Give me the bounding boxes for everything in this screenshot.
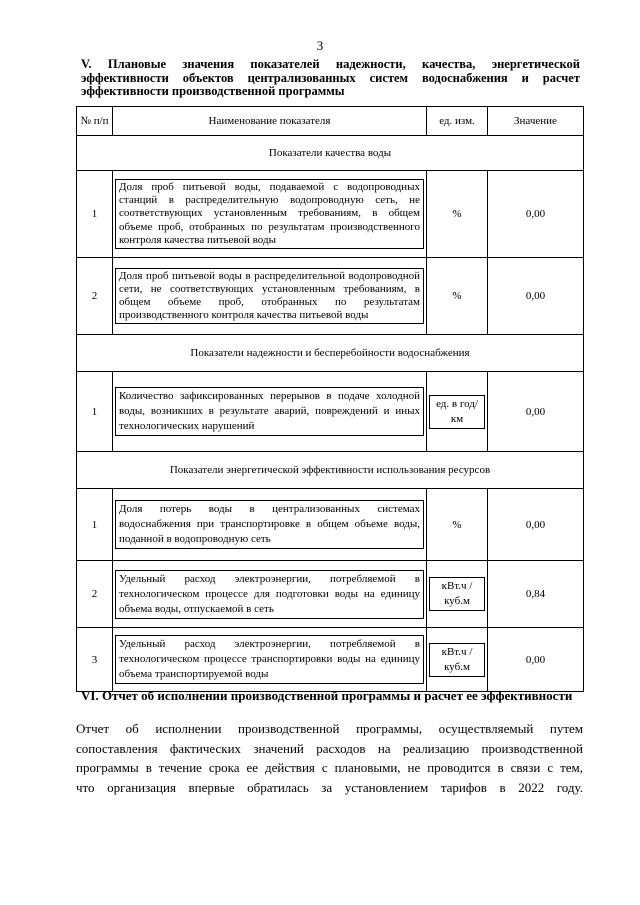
- table-row: [77, 372, 584, 452]
- row-name-cell: [113, 561, 427, 628]
- row-value: 0,00: [488, 372, 584, 452]
- row-num: 2: [77, 258, 113, 335]
- section-6-paragraph: [76, 719, 583, 797]
- row-num: 3: [77, 628, 113, 692]
- paragraph-line: сопоставления фактических значений расходов на реализацию производственной: [76, 740, 583, 756]
- row-unit: %: [427, 258, 488, 335]
- row-unit-text: кВт.ч / куб.м: [429, 577, 485, 611]
- row-unit-text: ед. в год/ км: [429, 395, 485, 429]
- row-name-cell: [113, 628, 427, 692]
- header-unit: ед. изм.: [427, 107, 488, 136]
- row-name-cell: [113, 372, 427, 452]
- row-unit: [427, 561, 488, 628]
- row-name: Доля проб питьевой воды, подаваемой с водопроводных станций в распределительную водопроводную сеть, не соответствующих установленным требованиям, в общем объеме проб, отобранных по результатам производственного контроля качества питьевой воды: [115, 179, 424, 249]
- row-name-cell: [113, 171, 427, 258]
- header-value: Значение: [488, 107, 584, 136]
- table-row: [77, 258, 584, 335]
- row-name: Удельный расход электроэнергии, потребляемой в технологическом процессе для подготовки воды на единицу объема воды, отпускаемой в сеть: [115, 570, 424, 619]
- section-5-heading: V. Плановые значения показателей надежности, качества, энергетической эффективности объектов централизованных систем водоснабжения и расчет эффективности производственной программы: [81, 57, 580, 98]
- row-value: 0,00: [488, 171, 584, 258]
- table-row: [77, 628, 584, 692]
- row-name-cell: [113, 258, 427, 335]
- row-num: 2: [77, 561, 113, 628]
- row-unit: [427, 372, 488, 452]
- row-name: Доля проб питьевой воды в распределительной водопроводной сети, не соответствующих установленным требованиям, в общем объеме проб, отобранных по результатам производственного контроля качества питьевой воды: [115, 268, 424, 325]
- row-name: Количество зафиксированных перерывов в подаче холодной воды, возникших в результате аварий, повреждений и иных технологических нарушений: [115, 387, 424, 436]
- table-row: [77, 171, 584, 258]
- row-unit: [427, 628, 488, 692]
- paragraph-line: что организация впервые обратилась за установлением тарифов в 2022 году.: [76, 779, 583, 795]
- row-num: 1: [77, 171, 113, 258]
- row-name: Доля потерь воды в централизованных системах водоснабжения при транспортировке в общем объеме воды, поданной в водопроводную сеть: [115, 500, 424, 549]
- paragraph-line: программы в течение срока ее действия с плановыми, не проводится в связи с тем,: [76, 760, 583, 775]
- indicators-table: [76, 106, 584, 692]
- section-6-heading: VI. Отчет об исполнении производственной программы и расчет ее эффективности: [81, 688, 573, 703]
- group-title: Показатели надежности и бесперебойности водоснабжения: [77, 335, 584, 372]
- row-unit-text: кВт.ч / куб.м: [429, 643, 485, 677]
- table-row: [77, 561, 584, 628]
- row-num: 1: [77, 372, 113, 452]
- row-value: 0,00: [488, 258, 584, 335]
- table-header-row: [77, 107, 584, 136]
- row-unit: %: [427, 489, 488, 561]
- group-title: Показатели энергетической эффективности использования ресурсов: [77, 452, 584, 489]
- page-number: 3: [316, 38, 324, 53]
- paragraph-line: Отчет об исполнении производственной программы, осуществляемый путем: [76, 721, 583, 736]
- row-unit: %: [427, 171, 488, 258]
- header-num: № п/п: [77, 107, 113, 136]
- row-name-cell: [113, 489, 427, 561]
- row-num: 1: [77, 489, 113, 561]
- table-row: [77, 489, 584, 561]
- row-value: 0,84: [488, 561, 584, 628]
- row-name: Удельный расход электроэнергии, потребляемой в технологическом процессе транспортировки воды на единицу объема транспортируемой воды: [115, 635, 424, 684]
- group-title: Показатели качества воды: [77, 136, 584, 171]
- row-value: 0,00: [488, 628, 584, 692]
- header-name: Наименование показателя: [113, 107, 427, 136]
- row-value: 0,00: [488, 489, 584, 561]
